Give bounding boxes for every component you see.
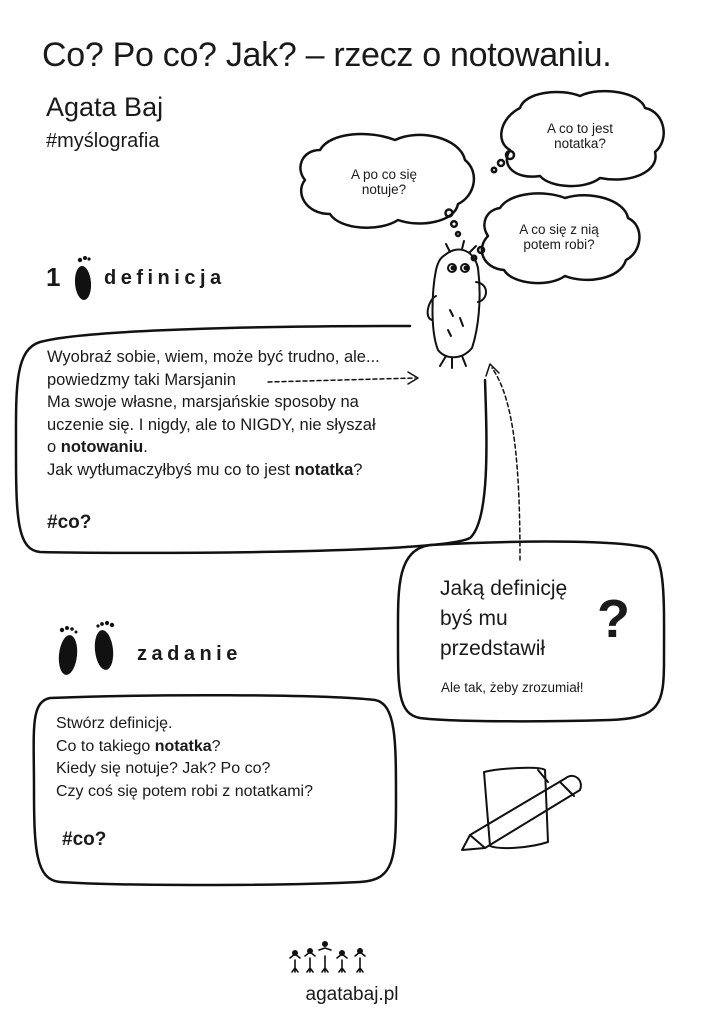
task-tag: #co?	[62, 829, 107, 850]
bold-term: notowaniu	[60, 438, 144, 456]
section-label-definicja: definicja	[104, 267, 226, 289]
definition-text	[47, 346, 447, 481]
question-mark: ?	[597, 589, 630, 649]
brand-link[interactable]: agatabaj.pl	[305, 984, 399, 1005]
author-name: Agata Baj	[46, 92, 164, 122]
definition-tag: #co?	[47, 512, 92, 533]
brand-figures-icon	[290, 948, 365, 972]
cloud-text-why: A po co się notuje?	[350, 167, 418, 197]
task-line: Stwórz definicję.	[56, 715, 173, 732]
question-line: przedstawił	[440, 637, 546, 660]
author-hashtag: #myślografia	[46, 130, 160, 152]
task-line	[56, 736, 386, 759]
section-label-zadanie: zadanie	[137, 643, 242, 665]
task-line: Kiedy się notuje? Jak? Po co?	[56, 760, 271, 777]
definition-line: powiedzmy taki Marsjanin	[47, 370, 236, 389]
pencil-paper-icon	[462, 768, 581, 850]
text: ?	[353, 460, 363, 479]
bold-term: notatka	[154, 737, 212, 755]
question-line: Jaką definicję	[440, 577, 568, 600]
text: o	[47, 438, 61, 456]
definition-line: uczenie się. I nigdy, ale to NIGDY, nie słyszał	[47, 415, 376, 434]
text: Jak wytłumaczyłbyś mu co to jest	[47, 460, 295, 479]
definition-line: Ma swoje własne, marsjańskie sposoby na	[47, 393, 359, 411]
definition-line	[47, 459, 447, 482]
footprint-icon-2	[57, 621, 115, 676]
definition-line: Wyobraź sobie, wiem, może być trudno, ale...	[47, 348, 380, 366]
task-line: Czy coś się potem robi z notatkami?	[56, 782, 313, 800]
cloud-text-after: A co się z nią potem robi?	[519, 222, 599, 252]
text: ?	[211, 737, 221, 755]
task-text	[56, 713, 386, 803]
definition-line	[47, 436, 447, 459]
section-number: 1	[46, 262, 61, 292]
page-title: Co? Po co? Jak? – rzecz o notowaniu.	[42, 36, 612, 74]
cloud-text-what: A co to jest notatka?	[546, 121, 614, 151]
question-title	[440, 574, 600, 664]
connector-question	[492, 368, 520, 560]
text: .	[143, 438, 148, 456]
bold-term: notatka	[294, 460, 354, 479]
text: Co to takiego	[56, 737, 155, 755]
question-line: byś mu	[440, 607, 508, 630]
question-subtitle: Ale tak, żeby zrozumiał!	[441, 680, 584, 695]
footprint-icon-1	[74, 256, 92, 301]
